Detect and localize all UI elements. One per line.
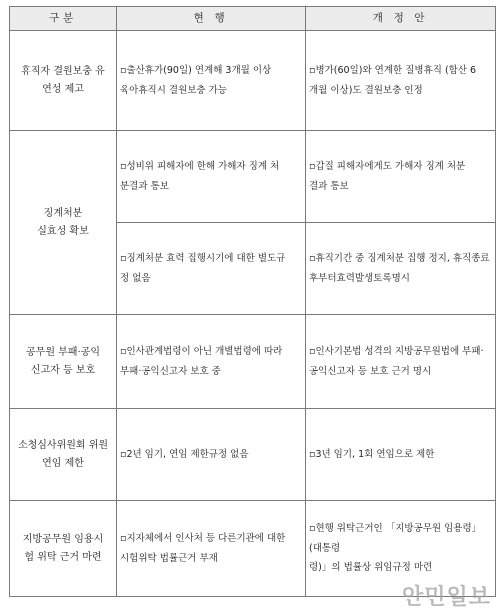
category-line: 지방공무원 임용시 xyxy=(22,534,104,545)
current-line: ▫징계처분 효력 집행시기에 대한 별도규 xyxy=(120,252,286,264)
current-cell xyxy=(117,409,306,501)
table-row xyxy=(10,409,496,501)
current-line: 분결과 통보 xyxy=(120,180,169,192)
category-line: 공무원 부패·공익 xyxy=(26,347,100,358)
current-cell xyxy=(117,501,306,597)
table-row xyxy=(10,131,496,223)
proposed-cell xyxy=(306,409,496,501)
proposed-line: ▫인사기본법 성격의 지방공무원법에 부패· xyxy=(309,345,484,357)
header-proposed: 개 정 안 xyxy=(306,7,496,31)
category-line: 소청심사위원회 위원 xyxy=(17,440,109,451)
proposed-line: ▫현행 위탁근거인 「지방공무원 임용령」(대통령 xyxy=(309,522,482,554)
proposed-line: ▫갑질 피해자에게도 가해자 징계 처분 xyxy=(309,160,466,172)
proposed-cell xyxy=(306,131,496,223)
row-category xyxy=(10,315,117,409)
current-line: 시험위탁 법률근거 부재 xyxy=(120,552,218,564)
proposed-line: ▫3년 임기, 1회 연임으로 제한 xyxy=(309,448,435,460)
category-line: 신고자 등 보호 xyxy=(30,364,96,376)
current-line: ▫2년 임기, 연임 제한규정 없음 xyxy=(120,448,249,460)
current-cell xyxy=(117,31,306,131)
current-line: 육아휴직시 결원보충 가능 xyxy=(120,84,227,96)
current-cell xyxy=(117,223,306,315)
proposed-line: 공익신고자 등 보호 근거 명시 xyxy=(309,365,432,377)
proposed-cell xyxy=(306,315,496,409)
proposed-line: 령)」의 법률상 위임규정 마련 xyxy=(309,562,433,574)
current-line: 부패·공익신고자 보호 중 xyxy=(120,365,221,377)
row-category xyxy=(10,31,117,131)
row-category xyxy=(10,131,117,315)
proposed-line: 결과 통보 xyxy=(309,180,349,192)
category-line: 연임 제한 xyxy=(42,457,84,469)
proposed-cell xyxy=(306,31,496,131)
current-line: 정 없음 xyxy=(120,272,151,284)
proposed-line: ▫휴직기간 중 징계처분 집행 정지, 휴직종료 xyxy=(309,252,490,264)
proposed-line: ▫병가(60일)와 연계한 질병휴직 (합산 6 xyxy=(309,64,477,76)
current-line: ▫성비위 피해자에 한해 가해자 징계 처 xyxy=(120,160,280,172)
current-cell xyxy=(117,131,306,223)
header-current: 현 행 xyxy=(117,7,306,31)
current-line: ▫인사관계법령이 아닌 개별법령에 따라 xyxy=(120,345,283,357)
header-category: 구분 xyxy=(10,7,117,31)
category-line: 휴직자 결원보충 유 xyxy=(21,66,105,77)
proposed-cell xyxy=(306,223,496,315)
category-line: 험 위탁 근거 마련 xyxy=(24,551,102,563)
publisher-watermark: 안민일보 xyxy=(401,585,491,610)
proposed-line: 개월 이상)도 결원보충 인정 xyxy=(309,84,423,96)
header-row xyxy=(10,7,496,31)
category-line: 연성 제고 xyxy=(42,83,84,95)
category-line: 징계처분 xyxy=(43,208,83,219)
current-cell xyxy=(117,315,306,409)
proposed-line: 후부터효력발생토록명시 xyxy=(309,272,410,284)
comparison-table xyxy=(9,6,496,597)
table-row xyxy=(10,31,496,131)
row-category xyxy=(10,501,117,597)
category-line: 실효성 확보 xyxy=(37,225,89,237)
row-category xyxy=(10,409,117,501)
table-row xyxy=(10,315,496,409)
current-line: ▫출산휴가(90일) 연계해 3개월 이상 xyxy=(120,64,272,76)
current-line: ▫지자체에서 인사처 등 다른기관에 대한 xyxy=(120,532,286,544)
